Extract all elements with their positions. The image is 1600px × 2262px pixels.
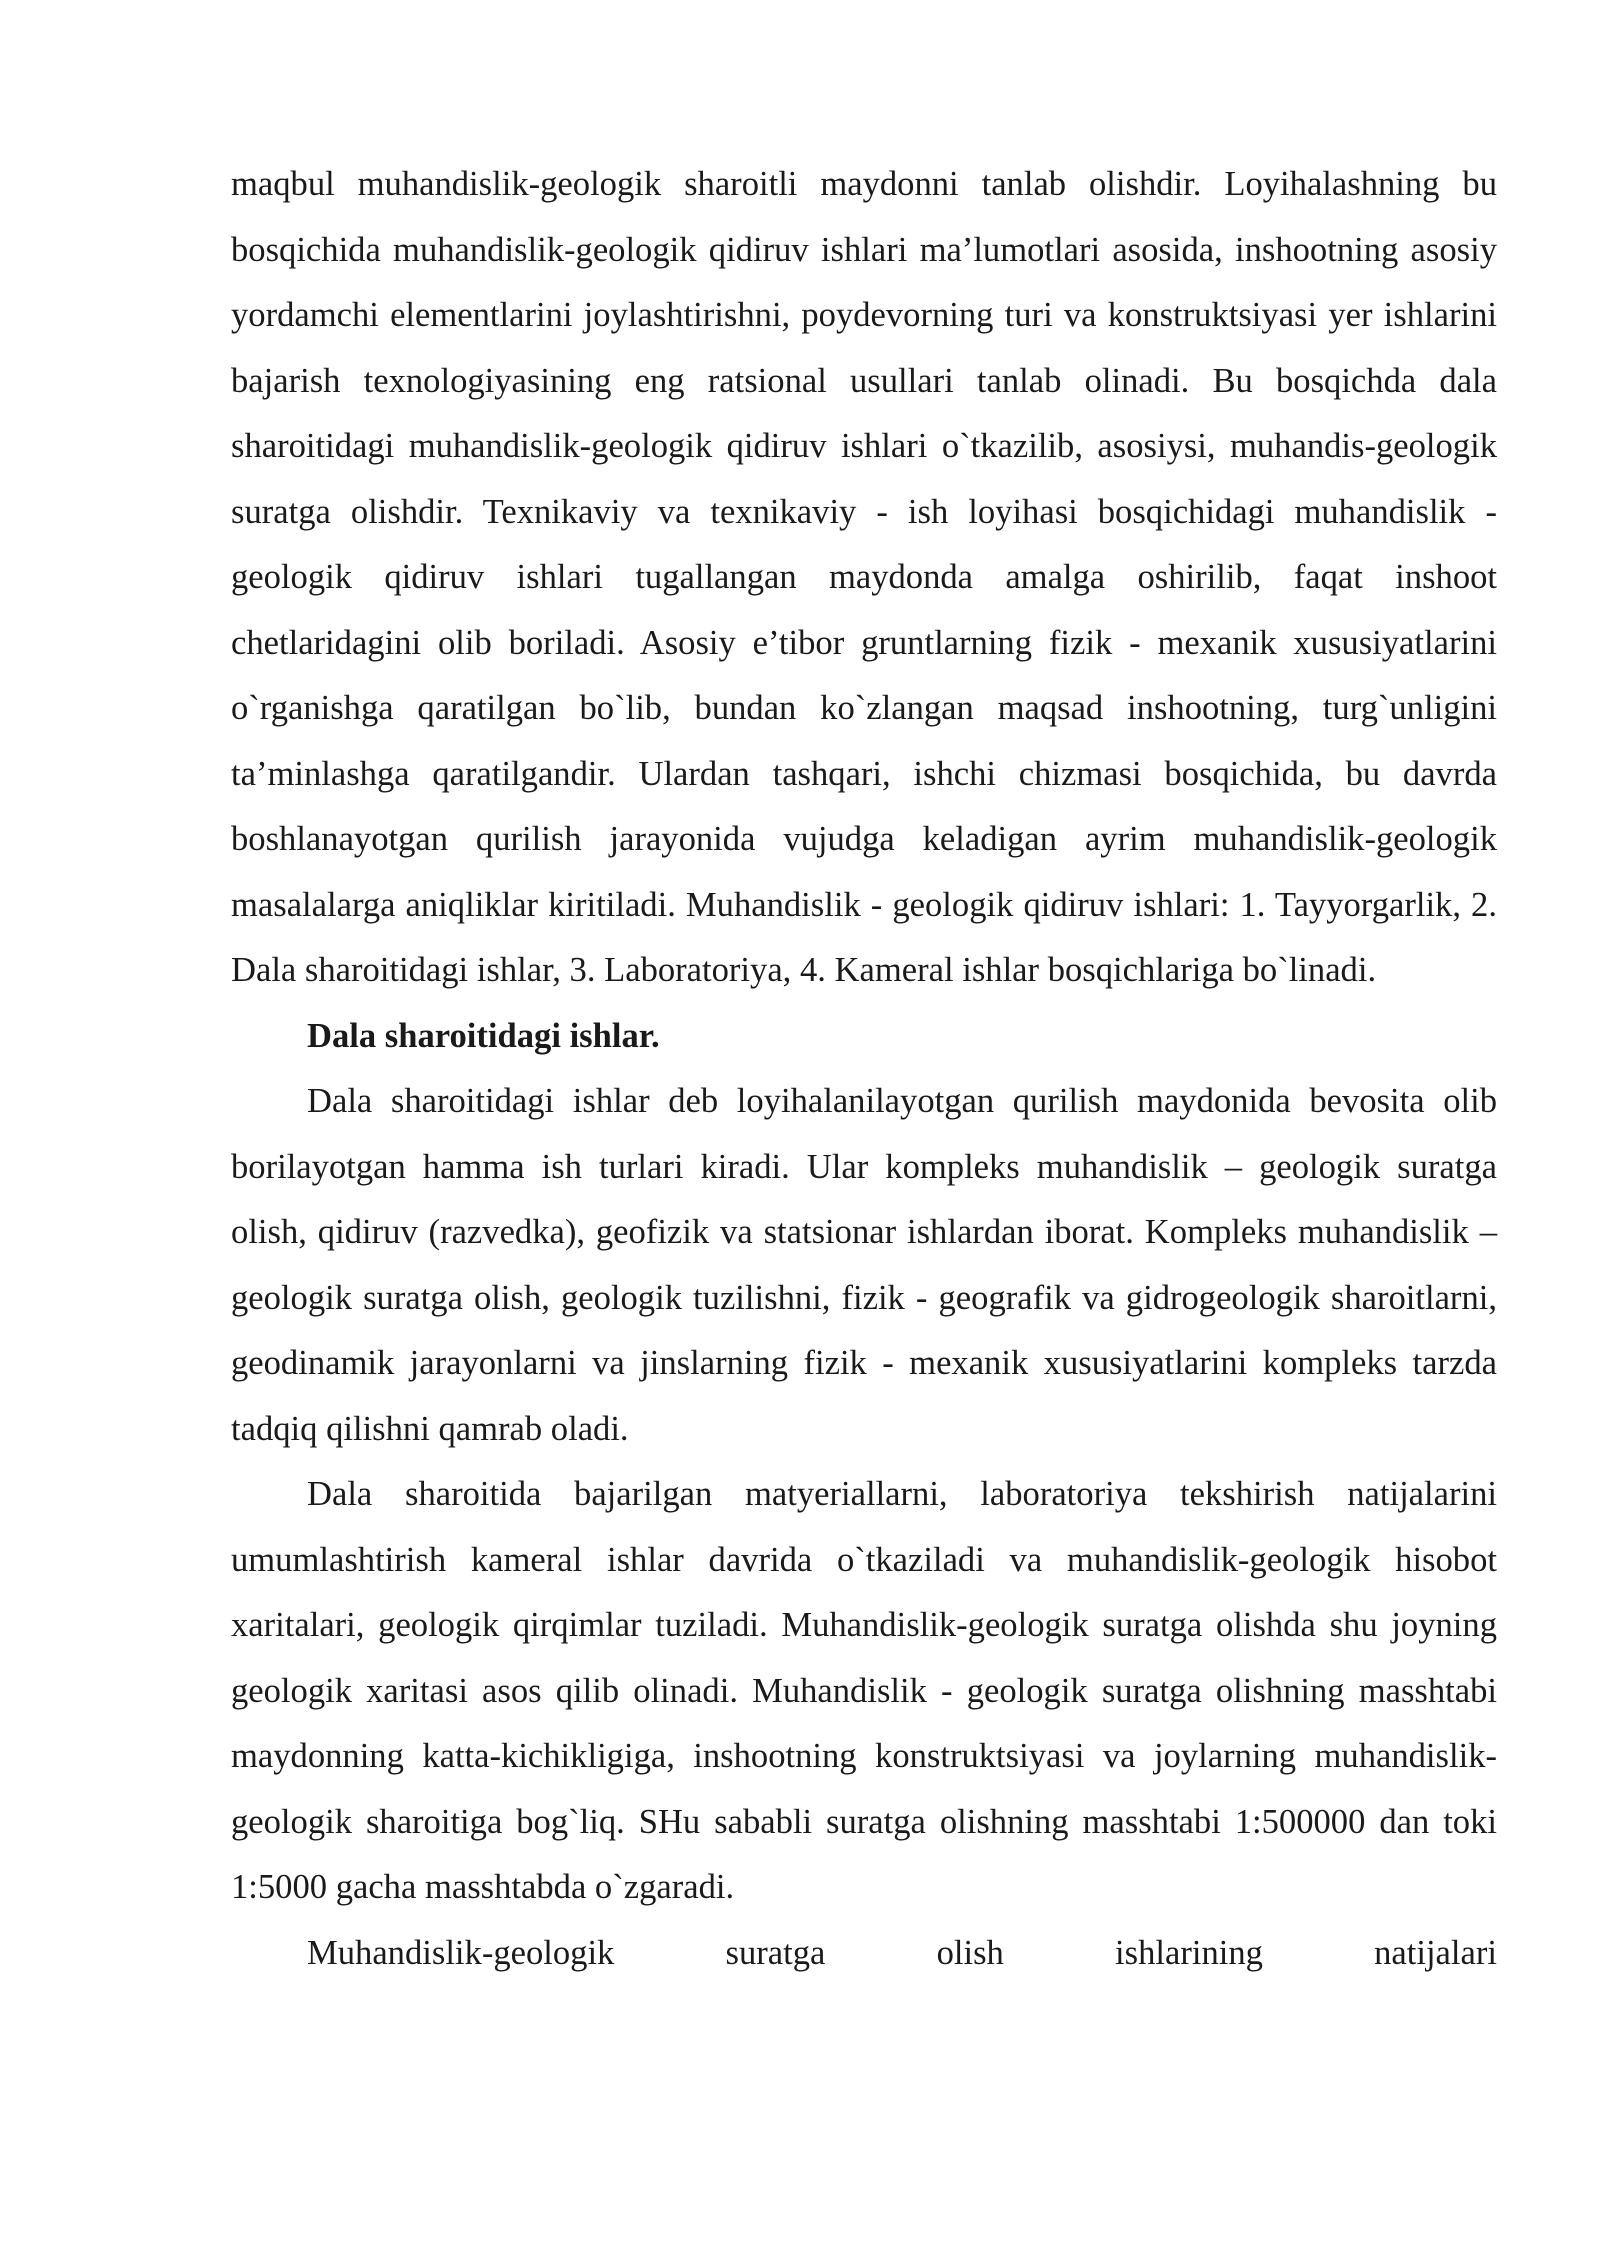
document-page — [231, 152, 1497, 1986]
paragraph-cameral-work: Dala sharoitida bajarilgan matyeriallarni, laboratoriya tekshirish natijalarini umumlashtirish kameral ishlar davrida o`tkaziladi va muhandislik-geologik hisobot xaritalari, geologik qirqimlar tuziladi. Muhandislik-geologik suratga olishda shu joyning geologik xaritasi asos qilib olinadi. Muhandislik - geologik suratga olishning masshtabi maydonning katta-kichikligiga, inshootning konstruktsiyasi va joylarning muhandislik-geologik sharoitiga bog`liq. SHu sababli suratga olishning masshtabi 1:500000 dan toki 1:5000 gacha masshtabda o`zgaradi. — [231, 1475, 1497, 1906]
paragraph-survey-results: Muhandislik-geologik suratga olish ishlarining natijalari — [307, 1933, 1497, 1972]
section-heading: Dala sharoitidagi ishlar. — [307, 1016, 660, 1055]
paragraph-field-work: Dala sharoitidagi ishlar deb loyihalanilayotgan qurilish maydonida bevosita olib borilayotgan hamma ish turlari kiradi. Ular kompleks muhandislik – geologik suratga olish, qidiruv (razvedka), geofizik va statsionar ishlardan iborat. Kompleks muhandislik – geologik suratga olish, geologik tuzilishni, fizik - geografik va gidrogeologik sharoitlarni, geodinamik jarayonlarni va jinslarning fizik - mexanik xususiyatlarini kompleks tarzda tadqiq qilishni qamrab oladi. — [231, 1082, 1497, 1448]
paragraph-intro: maqbul muhandislik-geologik sharoitli maydonni tanlab olishdir. Loyihalashning bu bosqichida muhandislik-geologik qidiruv ishlari ma’lumotlari asosida, inshootning asosiy yordamchi elementlarini joylashtirishni, poydevorning turi va konstruktsiyasi yer ishlarini bajarish texnologiyasining eng ratsional usullari tanlab olinadi. Bu bosqichda dala sharoitidagi muhandislik-geologik qidiruv ishlari o`tkazilib, asosiysi, muhandis-geologik suratga olishdir. Texnikaviy va texnikaviy - ish loyihasi bosqichidagi muhandislik - geologik qidiruv ishlari tugallangan maydonda amalga oshirilib, faqat inshoot chetlaridagini olib boriladi. Asosiy e’tibor gruntlarning fizik - mexanik xususiyatlarini o`rganishga qaratilgan bo`lib, bundan ko`zlangan maqsad inshootning, turg`unligini ta’minlashga qaratilgandir. Ulardan tashqari, ishchi chizmasi bosqichida, bu davrda boshlanayotgan qurilish jarayonida vujudga keladigan ayrim muhandislik-geologik masalalarga aniqliklar kiritiladi. Muhandislik - geologik qidiruv ishlari: 1. Tayyorgarlik, 2. Dala sharoitidagi ishlar, 3. Laboratoriya, 4. Kameral ishlar bosqichlariga bo`linadi. — [231, 165, 1497, 989]
